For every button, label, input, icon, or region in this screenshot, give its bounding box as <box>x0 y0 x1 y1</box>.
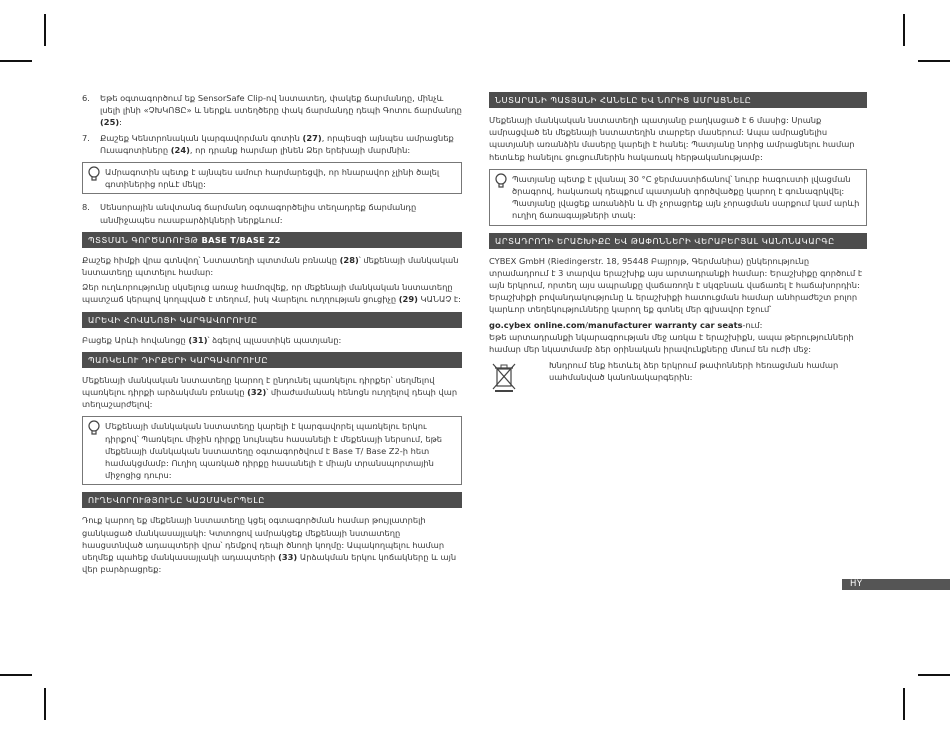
figure-ref: (27) <box>302 132 322 143</box>
step-7: 7. Քաշեք Կենտրոնական կարգավորման գոտին (27), որպեսզի այնպես ամրացնեք Ուսագոտիները (24), որ դրանք հարմար լինեն Ձեր երեխայի մարմնին: <box>82 132 454 155</box>
figure-ref: (33) <box>278 552 298 563</box>
section-heading-recline: ՊԱՌԿԵԼՈՒ ԴԻՐՔԵՐԻ ԿԱՐԳԱՎՈՐՈՒՄԸ <box>82 352 462 368</box>
crop-mark <box>44 14 46 46</box>
section-heading-travel-system: ՈՒՂԵՎՈՐՈՒԹՅՈՒՆԸ ԿԱԶՄԱԿԵՐՊԵԼԸ <box>82 492 462 508</box>
paragraph: Բացեք Արևի հովանոցը (31)՝ ձգելով պլաստիկե պատյանը: <box>82 334 342 345</box>
step-6: 6. Եթե օգտագործում եք SensorSafe Clip-ով նստատեղ, փակեք ճարմանդը, մինչև լսելի լինի «ՉԽԿՈՑԸ» և ներքև ստեղծերը փակ ճարմանդը դեպի Գոտու ճարմանդը (25): <box>82 93 462 128</box>
language-tab: HY <box>842 579 950 590</box>
step-8 <box>82 201 462 225</box>
section-heading-warranty: ԱՐՏԱԴՐՈՂԻ ԵՐԱՇԽԻՔԸ ԵՎ ԹԱՓՈՆՆԵՐԻ ՎԵՐԱԲԵՐՅԱԼ ԿԱՆՈՆԱԿԱՐԳԸ <box>489 233 867 249</box>
step-text: Եթե օգտագործում եք SensorSafe Clip-ով նստատեղ, փակեք ճարմանդը, մինչև լսելի լինի «ՉԽԿՈՑԸ» և ներքև ստեղծերը փակ ճարմանդը դեպի Գոտու ճարմանդը <box>100 93 462 116</box>
paragraph: Մեքենայի մանկական նստատեղը կարող է ընդունել պառկելու դիրքեր՝ սեղմելով պառկելու դիրքի արձակման բռնակը (32)՝ միաժամանակ հենոցն ուղղելով դեպի վար տեղաշարժելով: <box>82 374 458 410</box>
note-text: Պատյանը պետք է լվանալ 30 °C ջերմաստիճանով՝ նուրբ հագուստի լվացման ծրագրով, հակառակ դեպքում պատյանի գործվածքը կարող է գունազրկվել: Պատյանը լվացեք առանձին և մի չորացրեք այն չորացման սարքում կամ արևի ուղիղ ճառագայթների տակ: <box>512 173 860 221</box>
figure-ref: (32) <box>247 387 267 398</box>
disposal-note <box>489 359 867 393</box>
paragraph: Եթե արտադրանքի նկարագրության մեջ առկա է երաշխիքն, ապա թերությունների համար մեր նկատմամբ ձեր օրինական իրավունքները մնում են ուժի մեջ: <box>489 331 854 355</box>
info-note <box>82 162 462 194</box>
step-number: 7. <box>82 132 90 143</box>
left-column <box>82 92 462 578</box>
crop-mark <box>0 674 32 676</box>
step-text: Քաշեք Կենտրոնական կարգավորման գոտին <box>100 132 300 143</box>
right-column <box>489 92 867 393</box>
paragraph: Ձեր ուղևորությունը սկսելուց առաջ համոզվեք, որ մեքենայի մանկական նստատեղը պատշաճ կերպով կողպված է տեղում, իսկ Վարելու ուղղության ցուցիչը (29) ԿԱՆԱՉ է: <box>82 282 461 305</box>
paragraph: Մեքենայի մանկական նստատեղի պատյանը բաղկացած է 6 մասից: Սրանք ամրացված են մեքենայի նստատեղին տարբեր մասերում: Ապա ամրացնելիս պատյանի առանձին մասերը կարելի է հանել: Պատյանը նորից ամրացնելու համար հետևեք հանելու ցուցումներին հակառակ հերթականությամբ: <box>489 115 855 162</box>
warranty-link: go.cybex online.com/manufacturer warranty car seats-ում: <box>489 319 763 330</box>
lightbulb-icon <box>87 420 101 436</box>
note-text: Մեքենայի մանկական նստատեղը կարելի է կարգավորել պառկելու երկու դիրքով՝ Պառկելու միջին դիրքը նույնպես հասանելի է մեքենայի ներսում, եթե մեքենայի մանկական նստատեղը օգտագործվում է Base T/ Base Z2-ի հետ համակցմամբ: Ուղիղ պառկած դիրքը հասանելի է միայն տրանսպորտային միջոցից դուրս: <box>105 421 443 481</box>
model-name: BASE T/BASE Z2 <box>201 234 281 245</box>
section-heading-rotation: ՊՏՏՄԱՆ ԳՈՐԾԱՌՈՒՅԹ BASE T/BASE Z2 <box>82 232 462 248</box>
step-number: 6. <box>82 93 90 103</box>
crop-mark <box>0 60 32 62</box>
figure-ref: (24) <box>170 144 190 155</box>
step-number: 8. <box>82 202 90 213</box>
figure-ref: (28) <box>339 254 359 265</box>
paragraph: Դուք կարող եք մեքենայի նստատեղը կցել օգտագործման համար թույլատրելի ցանկացած մանկասայլակի: Կտտոցով ամրակցեք մեքենայի նստատեղը հասցստնված ադապտերի վրա՝ դեմքով դեպի ծնողի կողմը: Ապակողպելու համար սեղմեք պահեք մանկասայլակի ադապտերի (33) Արձակման երկու կոճակները և այն վեր բարձրացրեք: <box>82 515 457 575</box>
info-note <box>489 169 867 226</box>
paragraph: Քաշեք հիմքի վրա գտնվող՝ Նստատեղի պտտման բռնակը (28)՝ մեքենայի մանկական նստատեղը պտտելու համար: <box>82 254 459 278</box>
disposal-text: Խնդրում ենք հետևել ձեր երկրում թափոնների հեռացման համար սահմանված կանոնակարգերին: <box>549 360 839 383</box>
step-text: Սենսորային անվտանգ ճարմանդ օգտագործելիս տեղադրեք ճարմանդը անմիջապես ուսաբարձիկների ներքևում: <box>100 202 417 225</box>
crop-mark <box>44 688 46 720</box>
note-text: Ամրագոտին պետք է այնպես ամուր հարմարեցվի, որ հնարավոր չլինի ծալել գոտիներից որևէ մեկը: <box>105 167 440 190</box>
crop-mark <box>918 60 950 62</box>
crop-mark <box>918 674 950 676</box>
info-note <box>82 416 462 485</box>
paragraph: CYBEX GmbH (Riedingerstr. 18, 95448 Բայրոյթ, Գերմանիա) ընկերությունը տրամադրում է 3 տարվա երաշխիք այս արտադրանքի համար: Երաշխիքը գործում է այն երկրում, որտեղ այս ապրանքը վաճառողն է սկզբնաև վաճառել է հաճախորդին: Երաշխիքի բովանդակությունը և երաշխիքի հատուցման համար անհրաժեշտ բոլոր կարևոր տեղեկությունները կարող եք գտնել մեր գլխավոր էջում՝ <box>489 255 863 315</box>
lightbulb-icon <box>87 166 101 182</box>
crop-mark <box>903 688 905 720</box>
crop-mark <box>903 14 905 46</box>
crossed-bin-icon <box>491 361 517 393</box>
section-heading-canopy: ԱՐԵՎԻ ՀՈՎԱՆՈՑԻ ԿԱՐԳԱՎՈՐՈՒՄԸ <box>82 312 462 328</box>
figure-ref: (29) <box>398 294 418 305</box>
figure-ref: (25) <box>100 117 120 128</box>
lightbulb-icon <box>494 173 508 189</box>
section-heading-cover: ՆՍՏԱՐԱՆԻ ՊԱՏՅԱՆԻ ՀԱՆԵԼԸ ԵՎ ՆՈՐԻՑ ԱՄՐԱՑՆԵԼԸ <box>489 92 867 108</box>
figure-ref: (31) <box>188 334 208 345</box>
